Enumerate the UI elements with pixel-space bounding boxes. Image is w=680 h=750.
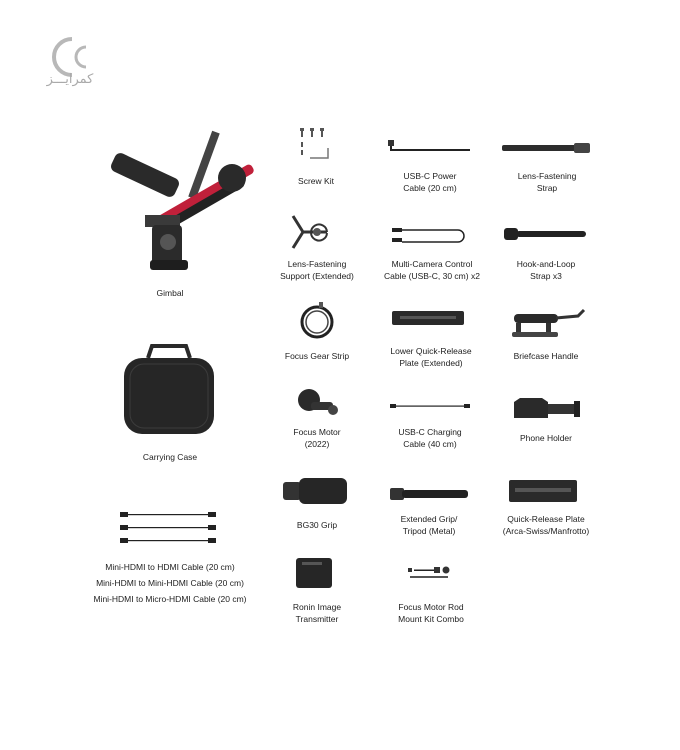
multicam-cable-label: Multi-Camera Control Cable (USB-C, 30 cm) x2 (384, 259, 480, 281)
quick-release-plate-image (509, 476, 579, 506)
rod-mount-kit-image (408, 564, 450, 580)
focus-gear-strip-image (297, 300, 337, 340)
multicam-cable-image (390, 222, 472, 248)
image-transmitter-label: Ronin Image Transmitter (292, 602, 342, 624)
quick-release-plate-label: Quick-Release Plate (Arca-Swiss/Manfrotto) (502, 514, 590, 536)
focus-gear-label: Focus Gear Strip (284, 351, 350, 361)
hdmi-cables-image (120, 510, 216, 546)
hdmi-cable-label-3: Mini-HDMI to Micro-HDMI Cable (20 cm) (93, 594, 247, 604)
briefcase-handle-label: Briefcase Handle (513, 351, 579, 361)
focus-motor-image (291, 386, 341, 418)
carrying-case-image (120, 342, 218, 438)
lens-strap-label: Lens-Fastening Strap (517, 171, 577, 193)
hdmi-cable-label-1: Mini-HDMI to HDMI Cable (20 cm) (105, 562, 235, 572)
phone-holder-label: Phone Holder (520, 433, 572, 443)
lens-strap-image (502, 142, 592, 154)
lower-qr-plate-label: Lower Quick-Release Plate (Extended) (390, 346, 472, 368)
focus-motor-label: Focus Motor (2022) (293, 427, 341, 449)
usbc-power-label: USB-C Power Cable (20 cm) (403, 171, 457, 193)
gimbal-image (90, 120, 260, 280)
lens-support-label: Lens-Fastening Support (Extended) (280, 259, 354, 281)
phone-holder-image (512, 396, 582, 422)
usbc-charging-label: USB-C Charging Cable (40 cm) (398, 427, 462, 449)
carrying-case-label: Carrying Case (142, 452, 198, 462)
lens-support-image (287, 212, 347, 252)
gimbal-label: Gimbal (156, 288, 184, 298)
hook-loop-strap-image (504, 226, 588, 242)
briefcase-handle-image (508, 306, 588, 340)
logo-text: کمرایـــز (46, 72, 94, 87)
usbc-power-cable-image (384, 136, 474, 156)
extended-grip-image (390, 484, 472, 504)
usbc-charging-cable-image (390, 402, 470, 410)
bg30-grip-image (283, 476, 349, 506)
rod-mount-kit-label: Focus Motor Rod Mount Kit Combo (398, 602, 464, 624)
bg30-grip-label: BG30 Grip (296, 520, 338, 530)
hook-loop-label: Hook-and-Loop Strap x3 (516, 259, 576, 281)
extended-grip-label: Extended Grip/ Tripod (Metal) (400, 514, 458, 536)
hdmi-cable-label-2: Mini-HDMI to Mini-HDMI Cable (20 cm) (96, 578, 244, 588)
screw-kit-label: Screw Kit (298, 176, 334, 186)
screw-kit-image (296, 124, 336, 164)
lower-qr-plate-image (392, 309, 464, 327)
image-transmitter-image (292, 556, 338, 592)
